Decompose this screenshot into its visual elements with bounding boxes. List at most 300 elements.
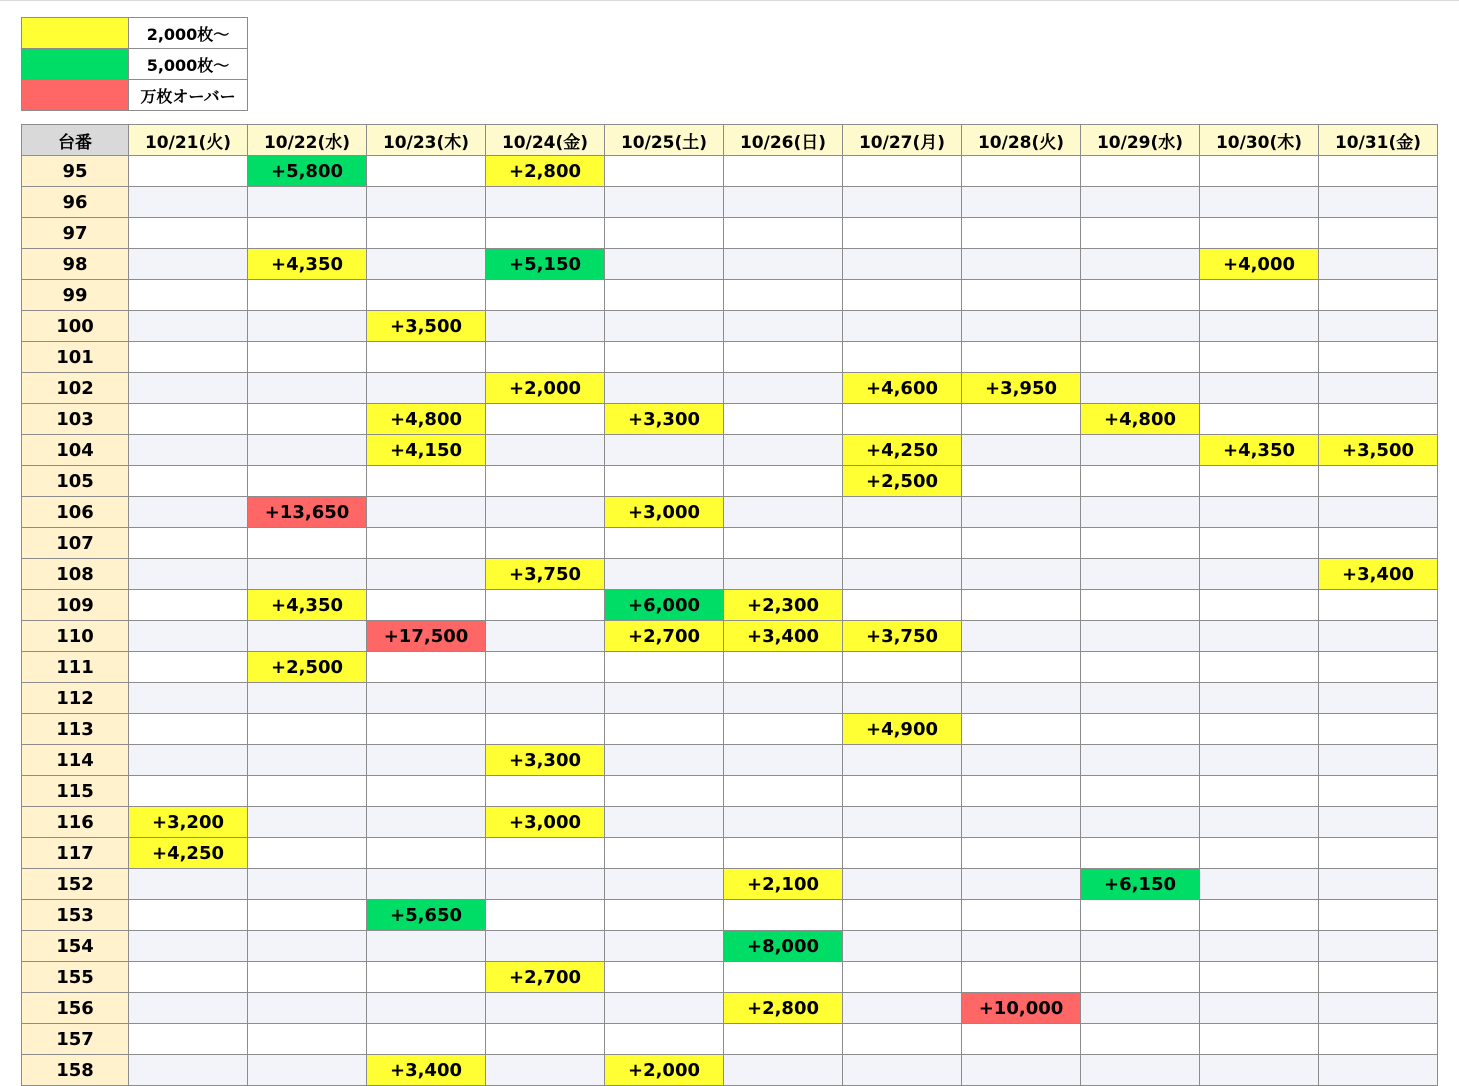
payout-cell [1319,900,1438,931]
payout-cell [1081,311,1200,342]
payout-cell [1200,156,1319,187]
machine-number: 112 [22,683,129,714]
payout-cell [962,838,1081,869]
payout-cell [248,311,367,342]
payout-cell [486,931,605,962]
payout-cell [843,652,962,683]
payout-cell [367,249,486,280]
payout-cell [486,1055,605,1086]
table-row [22,249,1438,280]
payout-cell: +2,500 [248,652,367,683]
machine-number: 158 [22,1055,129,1086]
payout-cell [724,373,843,404]
payout-cell: +3,950 [962,373,1081,404]
payout-cell [248,962,367,993]
table-row [22,435,1438,466]
machine-number: 110 [22,621,129,652]
payout-cell [605,528,724,559]
payout-cell [1081,745,1200,776]
payout-cell [129,683,248,714]
payout-cell [605,993,724,1024]
legend-label: 2,000枚〜 [129,18,248,49]
payout-cell [1200,187,1319,218]
payout-cell [129,559,248,590]
payout-cell: +4,900 [843,714,962,745]
payout-cell [962,900,1081,931]
payout-cell [724,900,843,931]
payout-cell [486,776,605,807]
payout-cell [367,993,486,1024]
payout-cell [724,311,843,342]
payout-cell [724,745,843,776]
payout-cell [367,962,486,993]
payout-cell: +2,800 [486,156,605,187]
table-row [22,621,1438,652]
payout-cell [724,838,843,869]
payout-cell [1200,931,1319,962]
payout-cell [843,156,962,187]
payout-cell [486,1024,605,1055]
payout-cell [129,342,248,373]
payout-cell: +2,100 [724,869,843,900]
legend-swatch-green [22,49,129,80]
payout-cell [367,559,486,590]
payout-cell [962,962,1081,993]
payout-cell [486,621,605,652]
payout-cell [962,218,1081,249]
payout-cell [724,187,843,218]
payout-cell [1319,621,1438,652]
table-row [22,311,1438,342]
payout-cell [129,962,248,993]
date-header: 10/31(金) [1319,125,1438,156]
payout-cell [724,559,843,590]
payout-cell [129,590,248,621]
payout-cell [1081,962,1200,993]
payout-cell: +3,500 [367,311,486,342]
payout-cell [486,280,605,311]
payout-cell [1081,497,1200,528]
payout-cell [843,1055,962,1086]
table-row [22,962,1438,993]
payout-cell [962,404,1081,435]
payout-cell [1081,466,1200,497]
payout-cell [129,156,248,187]
payout-cell [962,280,1081,311]
payout-cell [486,466,605,497]
payout-cell [129,621,248,652]
payout-cell [367,745,486,776]
payout-cell [1081,280,1200,311]
payout-cell [129,249,248,280]
payout-cell [1200,962,1319,993]
payout-cell [1200,745,1319,776]
machine-number: 155 [22,962,129,993]
payout-cell [248,838,367,869]
payout-cell [962,249,1081,280]
payout-cell [1081,435,1200,466]
machine-number: 114 [22,745,129,776]
payout-cell [605,311,724,342]
payout-cell [605,962,724,993]
payout-cell [486,218,605,249]
payout-cell [724,714,843,745]
payout-cell [129,280,248,311]
legend-row [22,49,248,80]
table-row [22,683,1438,714]
payout-cell [1200,559,1319,590]
payout-cell: +10,000 [962,993,1081,1024]
table-row [22,528,1438,559]
payout-cell [962,342,1081,373]
payout-cell [129,311,248,342]
payout-cell: +2,700 [486,962,605,993]
payout-cell [724,435,843,466]
machine-number: 96 [22,187,129,218]
payout-cell: +3,750 [843,621,962,652]
payout-cell [1200,466,1319,497]
payout-cell [724,342,843,373]
payout-cell [843,218,962,249]
payout-cell [248,218,367,249]
machine-number: 104 [22,435,129,466]
table-row [22,342,1438,373]
payout-cell [1319,683,1438,714]
payout-cell [724,683,843,714]
payout-cell [1200,993,1319,1024]
payout-cell [367,683,486,714]
date-header: 10/26(日) [724,125,843,156]
payout-cell [605,1024,724,1055]
top-border-line [0,0,1459,1]
payout-cell [724,528,843,559]
payout-cell [1319,714,1438,745]
payout-cell [1081,621,1200,652]
payout-cell [1081,993,1200,1024]
payout-cell: +2,700 [605,621,724,652]
payout-cell [129,435,248,466]
table-row [22,993,1438,1024]
payout-cell [367,931,486,962]
payout-cell [1200,869,1319,900]
payout-cell [605,776,724,807]
date-header: 10/22(水) [248,125,367,156]
payout-cell: +4,350 [248,590,367,621]
payout-cell: +13,650 [248,497,367,528]
payout-cell [1200,900,1319,931]
payout-cell: +4,600 [843,373,962,404]
payout-cell [605,900,724,931]
payout-cell [1081,807,1200,838]
payout-cell [843,497,962,528]
payout-cell [486,900,605,931]
payout-cell [1081,652,1200,683]
payout-cell [605,838,724,869]
payout-cell: +4,350 [248,249,367,280]
payout-cell [1319,1024,1438,1055]
table-row [22,745,1438,776]
machine-number: 111 [22,652,129,683]
table-row [22,373,1438,404]
payout-cell [962,435,1081,466]
payout-cell [367,590,486,621]
payout-cell [248,373,367,404]
payout-cell [367,838,486,869]
payout-cell [486,404,605,435]
payout-cell [605,218,724,249]
payout-cell [605,249,724,280]
payout-cell [605,714,724,745]
payout-cell [486,838,605,869]
payout-cell [486,435,605,466]
payout-cell [843,342,962,373]
machine-number: 98 [22,249,129,280]
payout-cell [1200,280,1319,311]
payout-cell [1200,838,1319,869]
payout-cell [605,652,724,683]
machine-number: 100 [22,311,129,342]
payout-cell [129,652,248,683]
payout-cell [367,714,486,745]
table-row [22,1024,1438,1055]
payout-cell [843,776,962,807]
payout-cell [724,807,843,838]
payout-cell [1319,528,1438,559]
payout-cell: +4,250 [129,838,248,869]
payout-cell [843,838,962,869]
date-header: 10/27(月) [843,125,962,156]
payout-cell: +5,800 [248,156,367,187]
payout-cell [1319,404,1438,435]
payout-cell [1319,590,1438,621]
payout-cell [1319,218,1438,249]
table-row [22,838,1438,869]
date-header: 10/24(金) [486,125,605,156]
payout-cell [962,714,1081,745]
payout-cell [605,280,724,311]
payout-cell: +4,800 [1081,404,1200,435]
machine-number: 106 [22,497,129,528]
machine-number: 117 [22,838,129,869]
machine-number: 103 [22,404,129,435]
payout-cell [724,776,843,807]
payout-cell [724,962,843,993]
payout-cell: +2,800 [724,993,843,1024]
payout-cell [843,1024,962,1055]
payout-cell [1200,1055,1319,1086]
table-row [22,869,1438,900]
table-row [22,280,1438,311]
payout-cell [843,993,962,1024]
payout-cell [1081,156,1200,187]
payout-cell [962,1055,1081,1086]
payout-cell [962,869,1081,900]
payout-cell [129,218,248,249]
table-row [22,187,1438,218]
machine-number: 102 [22,373,129,404]
payout-cell [367,1024,486,1055]
legend-label: 万枚オーバー [129,80,248,111]
table-row [22,404,1438,435]
legend-swatch-red [22,80,129,111]
payout-cell: +5,650 [367,900,486,931]
payout-cell [1319,373,1438,404]
payout-cell [724,1024,843,1055]
payout-cell [1319,342,1438,373]
payout-cell: +6,150 [1081,869,1200,900]
payout-cell [843,187,962,218]
payout-cell [1200,497,1319,528]
payout-cell [129,900,248,931]
payout-table [21,124,1438,1086]
payout-cell [248,621,367,652]
payout-cell [843,931,962,962]
payout-cell [486,590,605,621]
payout-cell [248,993,367,1024]
payout-cell [367,342,486,373]
payout-cell [962,311,1081,342]
machine-number: 156 [22,993,129,1024]
payout-cell [962,590,1081,621]
payout-cell [1200,621,1319,652]
payout-cell [843,683,962,714]
payout-cell [248,714,367,745]
payout-cell [1319,1055,1438,1086]
payout-cell [843,962,962,993]
date-header: 10/30(木) [1200,125,1319,156]
payout-cell [724,156,843,187]
payout-cell [1081,714,1200,745]
payout-cell [1200,807,1319,838]
date-header: 10/23(木) [367,125,486,156]
payout-cell: +3,300 [486,745,605,776]
payout-cell [129,187,248,218]
payout-cell [1081,838,1200,869]
payout-cell [843,528,962,559]
payout-cell [248,435,367,466]
payout-cell [962,528,1081,559]
payout-cell [129,714,248,745]
payout-cell [1200,404,1319,435]
payout-cell [724,466,843,497]
payout-cell [962,807,1081,838]
payout-cell [129,466,248,497]
payout-cell: +3,750 [486,559,605,590]
payout-cell [367,466,486,497]
payout-cell [248,1024,367,1055]
payout-cell [129,1024,248,1055]
payout-cell [1319,745,1438,776]
payout-cell [1200,528,1319,559]
payout-cell [605,156,724,187]
table-row [22,590,1438,621]
machine-number: 108 [22,559,129,590]
payout-cell [129,1055,248,1086]
payout-cell: +4,250 [843,435,962,466]
date-header: 10/28(火) [962,125,1081,156]
payout-cell [1081,528,1200,559]
payout-cell [248,280,367,311]
payout-cell [486,652,605,683]
payout-cell [1319,869,1438,900]
payout-cell [843,311,962,342]
payout-cell [248,931,367,962]
payout-cell [1319,962,1438,993]
payout-cell [1319,466,1438,497]
payout-cell [1319,993,1438,1024]
table-row [22,776,1438,807]
payout-cell: +3,400 [367,1055,486,1086]
payout-cell [1319,497,1438,528]
payout-cell [1081,1024,1200,1055]
payout-cell [248,342,367,373]
machine-number: 157 [22,1024,129,1055]
payout-cell [843,900,962,931]
payout-cell [605,745,724,776]
payout-cell [605,683,724,714]
table-row [22,466,1438,497]
payout-cell: +2,000 [605,1055,724,1086]
payout-cell: +4,150 [367,435,486,466]
legend-row [22,18,248,49]
payout-cell: +4,800 [367,404,486,435]
payout-cell [248,869,367,900]
payout-cell [843,280,962,311]
date-header: 10/29(水) [1081,125,1200,156]
payout-cell [843,404,962,435]
payout-cell [962,1024,1081,1055]
payout-cell: +5,150 [486,249,605,280]
table-row [22,218,1438,249]
payout-cell [367,807,486,838]
legend-label: 5,000枚〜 [129,49,248,80]
payout-cell [724,652,843,683]
payout-cell: +3,200 [129,807,248,838]
payout-cell [1081,900,1200,931]
payout-cell: +6,000 [605,590,724,621]
payout-cell [367,187,486,218]
payout-cell [248,466,367,497]
legend-row [22,80,248,111]
table-row [22,807,1438,838]
payout-cell [843,807,962,838]
payout-cell: +8,000 [724,931,843,962]
table-row [22,714,1438,745]
payout-cell [962,497,1081,528]
payout-cell [248,776,367,807]
machine-number: 154 [22,931,129,962]
payout-cell [129,776,248,807]
payout-cell [605,559,724,590]
payout-cell [248,807,367,838]
table-row [22,652,1438,683]
payout-cell [1319,776,1438,807]
legend-table [21,17,248,111]
payout-cell [724,249,843,280]
payout-cell [367,869,486,900]
payout-cell [129,993,248,1024]
payout-cell: +17,500 [367,621,486,652]
payout-cell: +4,000 [1200,249,1319,280]
payout-cell [486,187,605,218]
payout-cell [605,187,724,218]
payout-cell [1319,187,1438,218]
machine-number-header: 台番 [22,125,129,156]
payout-cell [1081,218,1200,249]
payout-cell [1081,683,1200,714]
payout-cell [486,869,605,900]
payout-cell [962,466,1081,497]
